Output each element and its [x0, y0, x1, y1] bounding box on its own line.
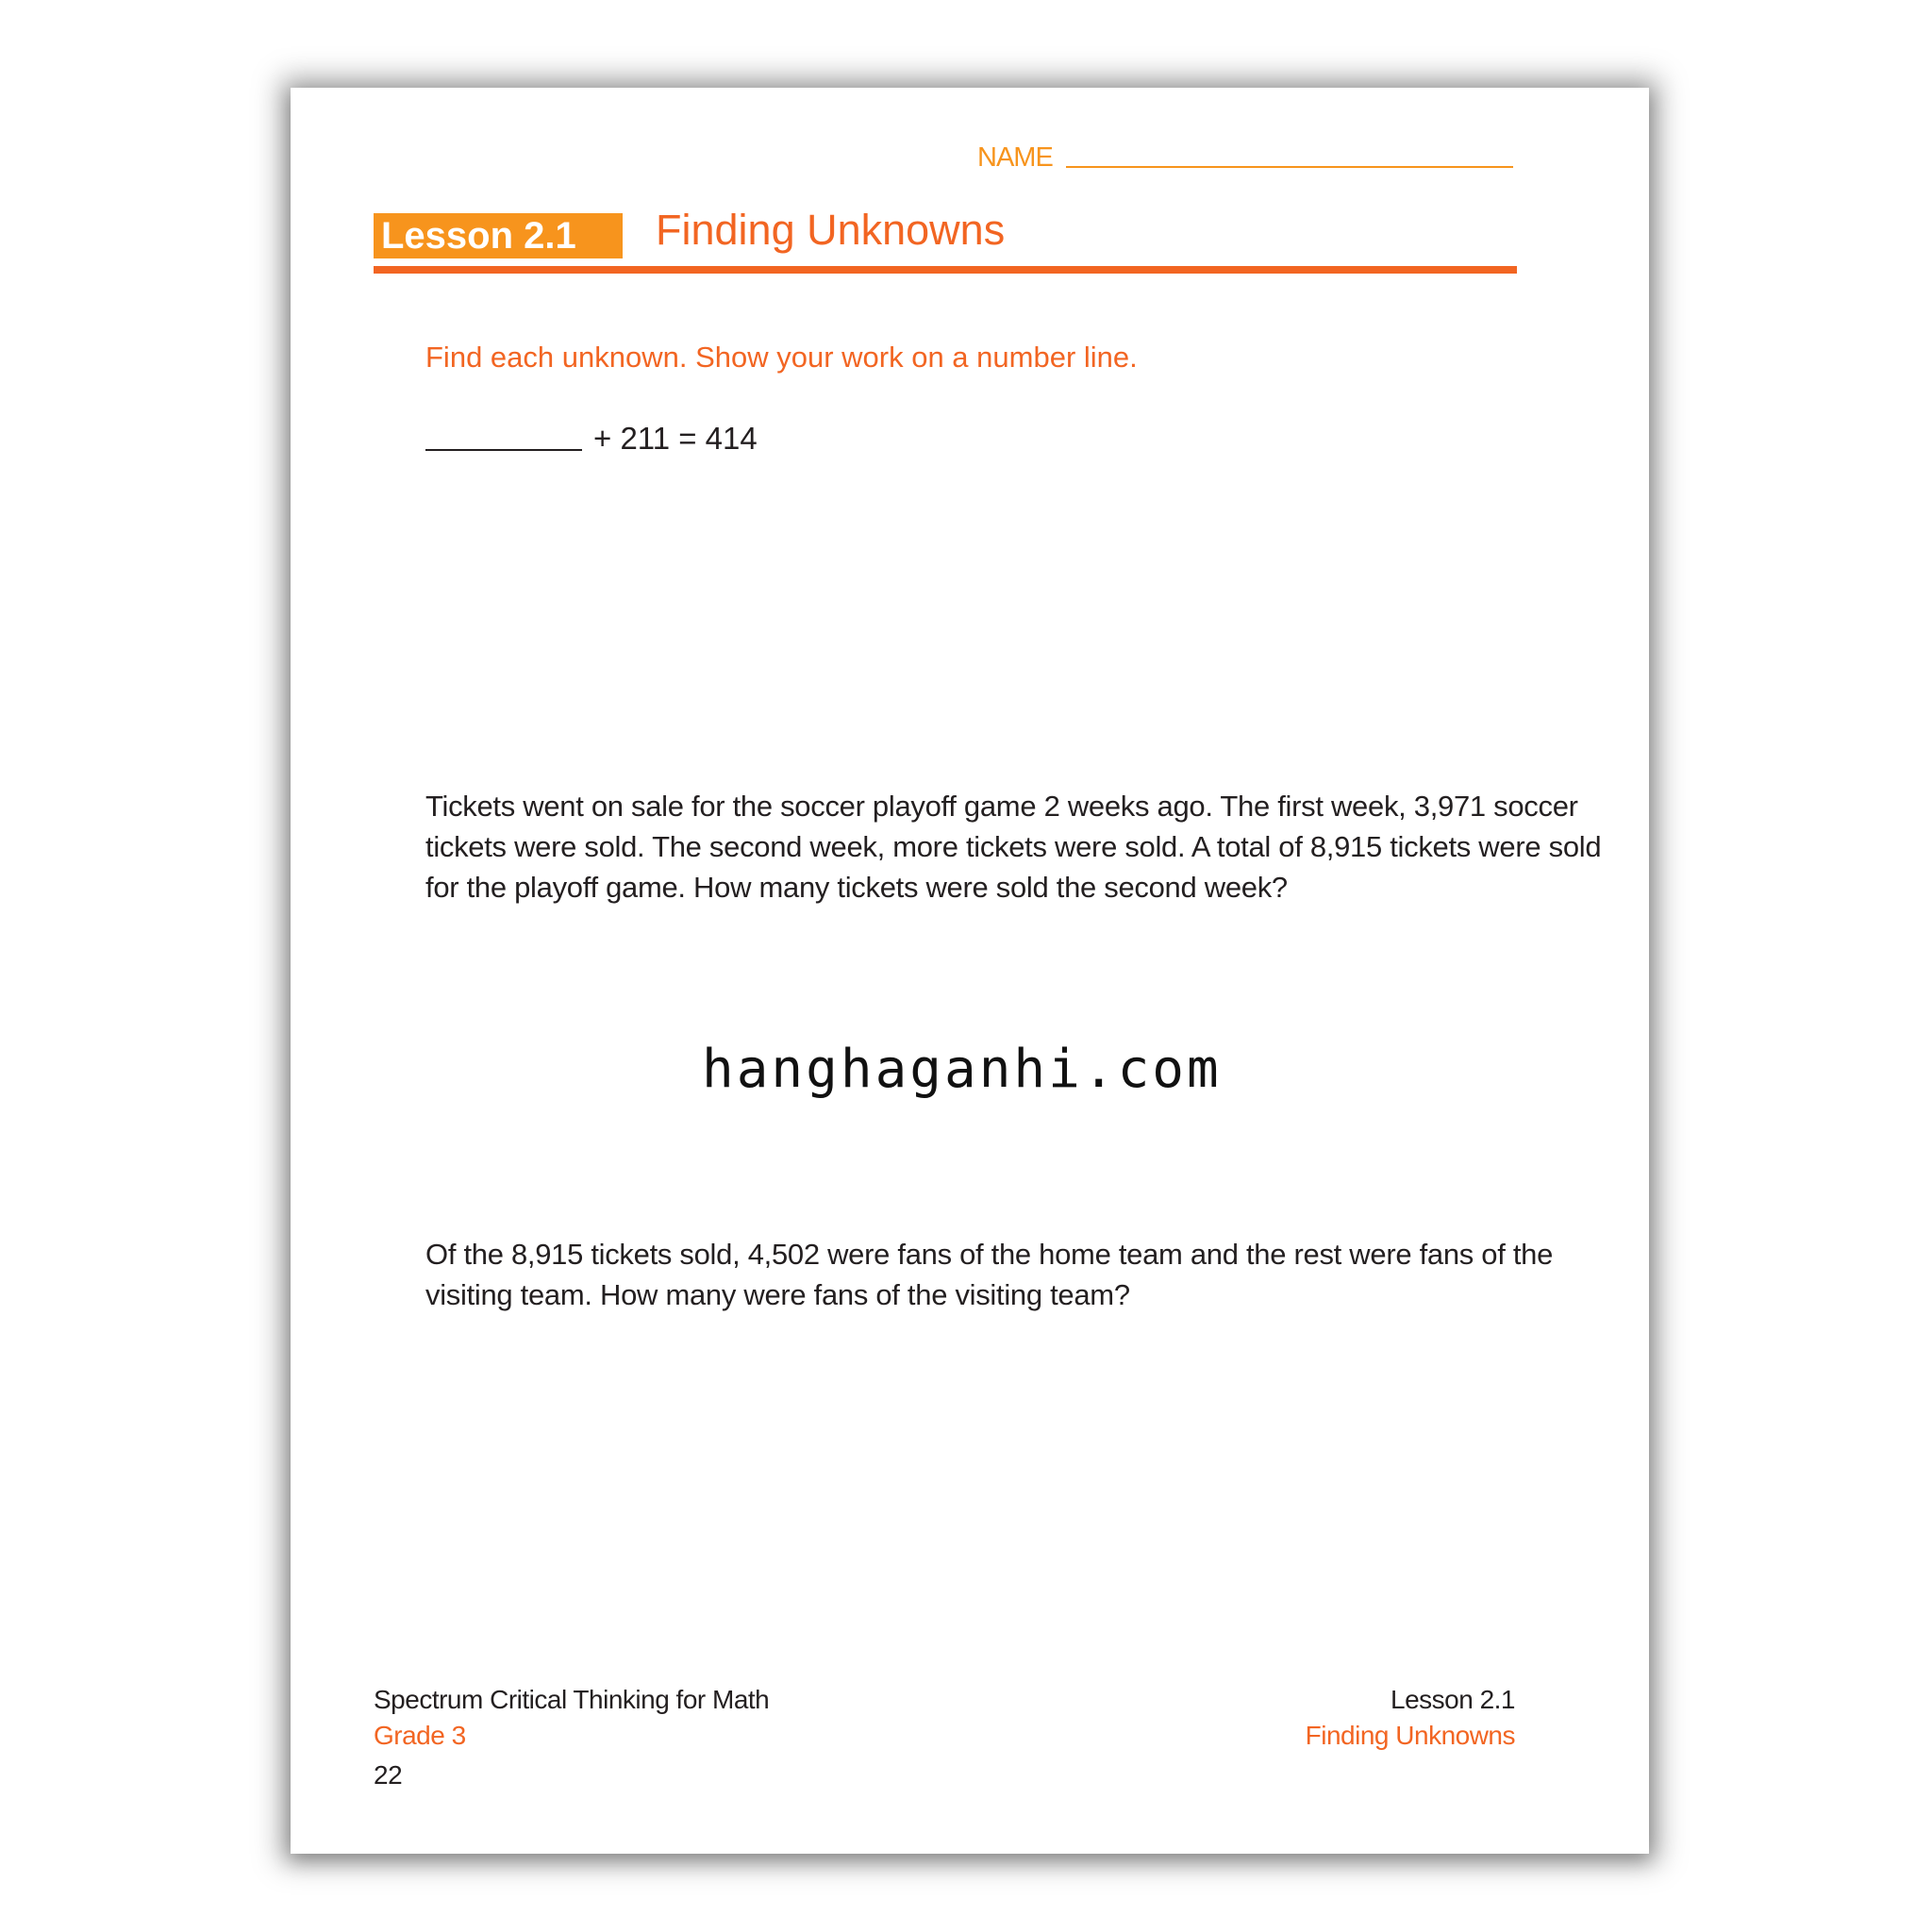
word-problem-1: Tickets went on sale for the soccer playoff game 2 weeks ago. The first week, 3,971 soccer tickets were sold. The second week, more tickets were sold. A total of 8,915 tickets were sold for the playoff game. How many tickets were sold the second week?: [425, 790, 1602, 904]
footer-left: [374, 1682, 769, 1793]
lesson-header: [374, 206, 1517, 274]
answer-blank: [425, 449, 582, 451]
name-write-line: [1066, 166, 1513, 168]
word-problem-2: Of the 8,915 tickets sold, 4,502 were fans of the home team and the rest were fans of the visiting team. How many were fans of the visiting team?: [425, 1238, 1554, 1311]
footer-grade: Grade 3: [374, 1721, 466, 1750]
name-label: NAME: [977, 142, 1053, 173]
name-field: [977, 142, 1513, 174]
equation: [425, 421, 758, 457]
equation-expression: + 211 = 414: [593, 421, 758, 456]
footer-lesson-ref: Lesson 2.1: [1391, 1685, 1515, 1714]
footer-book-title: Spectrum Critical Thinking for Math: [374, 1685, 770, 1714]
page-title: Finding Unknowns: [656, 206, 1006, 254]
footer-lesson-title: Finding Unknowns: [1305, 1721, 1515, 1750]
page-number: 22: [374, 1760, 403, 1790]
instructions: Find each unknown. Show your work on a number line.: [425, 341, 1138, 374]
worksheet-page: [291, 88, 1649, 1854]
watermark: hanghaganhi.com: [702, 1039, 1222, 1100]
lesson-tag: Lesson 2.1: [374, 213, 623, 258]
footer-right: [1306, 1682, 1515, 1754]
header-divider: [374, 266, 1517, 274]
